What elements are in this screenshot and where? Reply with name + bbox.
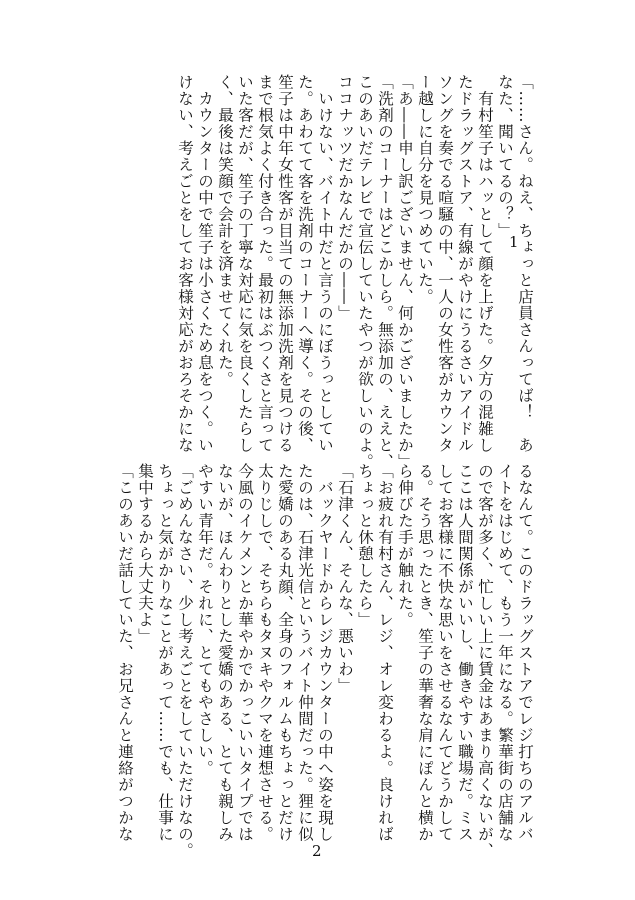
text-line: 集中するから大丈夫よ」 bbox=[136, 463, 154, 645]
text-line: ちょっと気がかりなことがあって……でも、仕事に bbox=[156, 463, 174, 843]
upper-text-block bbox=[175, 74, 535, 470]
text-line: ここは人間関係がいいし、働きやすい職場だ。ミス bbox=[456, 463, 474, 843]
text-line: このあいだテレビで宣伝していたやつが欲しいのよ。 bbox=[356, 74, 374, 470]
text-line: 「石津くん、そんな、悪いわ」 bbox=[336, 463, 354, 694]
text-line: 「あ――申し訳ございません、何かございましたか」 bbox=[396, 74, 414, 470]
lower-text-block bbox=[115, 463, 535, 859]
page-number-2: 2 bbox=[312, 842, 322, 860]
text-line: たのは、石津光信というバイト仲間だった。狸に似 bbox=[296, 463, 314, 843]
text-line: いけない、バイト中だと言うのにぼうっとしてい bbox=[316, 74, 334, 454]
text-line: してお客様に不快な思いをさせるなんてどうかして bbox=[436, 463, 454, 843]
page-number-1: 1 bbox=[509, 233, 519, 251]
text-line: るなんて。このドラッグストアでレジ打ちのアルバ bbox=[516, 463, 534, 843]
text-line: る。そう思ったとき、笙子の華奢な肩にぽんと横か bbox=[416, 463, 434, 843]
text-line: バックヤードからレジカウンターの中へ姿を現し bbox=[316, 463, 334, 843]
text-line: やすい青年だ。それに、とてもやさしい。 bbox=[196, 463, 214, 777]
text-line: いた客だが、笙子の丁寧な対応に気を良くしたらし bbox=[236, 74, 254, 454]
text-line: 「……さん。ねえ、ちょっと店員さんってば！ あ bbox=[516, 74, 534, 454]
text-line: まで根気よく付き合った。最初はぶつくさと言って bbox=[256, 74, 274, 454]
text-line: ら伸びた手が触れた。 bbox=[396, 463, 414, 628]
text-line: ので客が多く、忙しい上に賃金はあまり高くないが、 bbox=[476, 463, 494, 859]
text-line: ソングを奏でる喧騒の中、一人の女性客がカウンタ bbox=[436, 74, 454, 454]
text-line: たドラッグストア、有線がやけにうるさいアイドル bbox=[456, 74, 474, 454]
text-line: 太りじしで、そちらもタヌキやクマを連想させる。 bbox=[256, 463, 274, 843]
text-line: けない、考えごとをしてお客様対応がおろそかにな bbox=[176, 74, 194, 454]
text-line: なた、聞いてるの？」 bbox=[496, 74, 514, 239]
text-line: 「お疲れ有村さん、レジ、オレ変わるよ。良ければ bbox=[376, 463, 394, 843]
text-line: た愛嬌のある丸顔、全身のフォルムもちょっとだけ bbox=[276, 463, 294, 843]
text-line: ないが、ほんわりとした愛嬌のある、とても親しみ bbox=[216, 463, 234, 843]
text-line: 笙子は中年女性客が目当ての無添加洗剤を見つける bbox=[276, 74, 294, 454]
text-line: た。あわてて客を洗剤のコーナーへ導く。その後、 bbox=[296, 74, 314, 454]
text-line: カウンターの中で笙子は小さくため息をつく。い bbox=[196, 74, 214, 454]
text-line: 今風のイケメンとか華やかでかっこいいタイプでは bbox=[236, 463, 254, 843]
text-line: く、最後は笑顔で会計を済ませてくれた。 bbox=[216, 74, 234, 388]
text-line: ココナッツだかなんだかの――」 bbox=[336, 74, 354, 322]
text-line: イトをはじめて、もう一年になる。繁華街の店舗な bbox=[496, 463, 514, 843]
text-line: ちょっと休憩したら」 bbox=[356, 463, 374, 628]
text-line: 「ごめんなさい、少し考えごとをしていただけなの。 bbox=[176, 463, 194, 859]
text-line: 有村笙子はハッとして顔を上げた。夕方の混雑し bbox=[476, 74, 494, 454]
text-line: 「このあいだ話していた、お兄さんと連絡がつかな bbox=[116, 463, 134, 843]
text-line: ー越しに自分を見つめていた。 bbox=[416, 74, 434, 305]
text-line: 「洗剤のコーナーはどこかしら。無添加の、ええと、 bbox=[376, 74, 394, 470]
